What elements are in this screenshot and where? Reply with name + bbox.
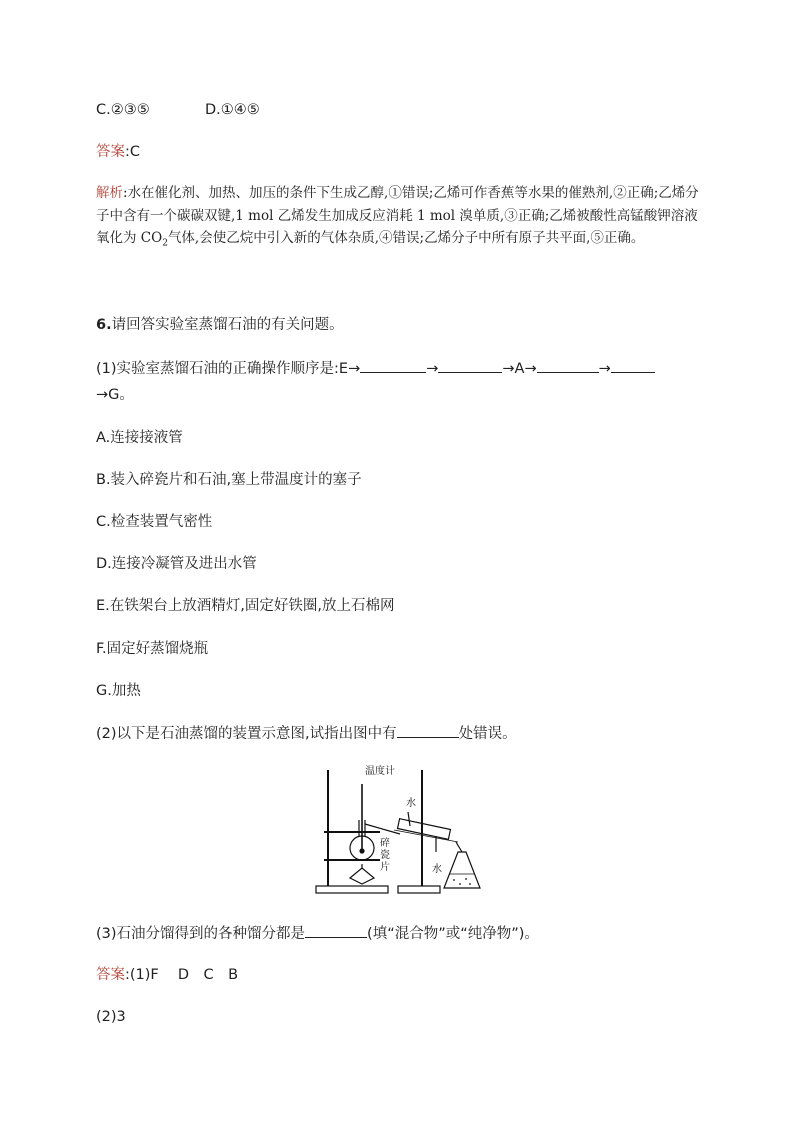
- blank-2[interactable]: [438, 358, 502, 373]
- analysis-subscript: 2: [162, 238, 168, 249]
- left-stand-base: [316, 886, 388, 893]
- part2-line: [96, 723, 517, 744]
- option-a: A.连接接液管: [96, 430, 183, 446]
- chips-label-1: 碎: [380, 838, 390, 849]
- part1-line: [96, 358, 655, 379]
- alcohol-lamp: [350, 868, 374, 884]
- part3-blank[interactable]: [305, 923, 367, 938]
- analysis-sep: :: [123, 185, 128, 201]
- analysis-label: 解析: [96, 185, 123, 201]
- blank-4[interactable]: [611, 358, 655, 373]
- analysis-paragraph: [96, 182, 702, 255]
- blank-3[interactable]: [537, 358, 599, 373]
- part2-suffix: 处错误。: [458, 726, 517, 742]
- part3-line: [96, 923, 539, 944]
- option-b: B.装入碎瓷片和石油,塞上带温度计的塞子: [96, 472, 362, 488]
- answer-label: 答案: [96, 144, 125, 160]
- chips-label-2: 瓷: [380, 850, 390, 861]
- part3-prefix: (3)石油分馏得到的各种馏分都是: [96, 926, 306, 942]
- question-6-stem: [96, 315, 344, 335]
- option-f-step: F.固定好蒸馏烧瓶: [96, 641, 209, 657]
- part2-prefix: (2)以下是石油蒸馏的装置示意图,试指出图中有: [96, 726, 397, 742]
- thermometer-label: 温度计: [365, 766, 395, 777]
- condenser: [398, 819, 451, 840]
- question-stem-text: 请回答实验室蒸馏石油的有关问题。: [111, 317, 344, 333]
- option-c-step: C.检查装置气密性: [96, 514, 213, 530]
- answer-line: [96, 142, 140, 162]
- question-number: 6.: [96, 317, 112, 333]
- receiving-flask: [444, 852, 480, 888]
- adapter: [456, 842, 462, 852]
- option-g-step: G.加热: [96, 683, 141, 699]
- option-c: C.②③⑤: [96, 102, 150, 118]
- part1-arrow-3: →: [598, 361, 611, 377]
- analysis-text-2: 气体,会使乙烷中引入新的气体杂质,④错误;乙烯分子中所有原子共平面,⑤正确。: [167, 230, 645, 246]
- part2-blank[interactable]: [397, 723, 459, 738]
- part1-arrow-1: →: [426, 361, 439, 377]
- answer-sep: :: [125, 144, 130, 160]
- water-in-tube: [408, 812, 410, 826]
- option-d: D.①④⑤: [204, 102, 260, 118]
- part1-prefix: (1)实验室蒸馏石油的正确操作顺序是:E→: [96, 361, 361, 377]
- answer2-line1: (1)F D C B: [129, 967, 239, 983]
- analysis-text-1: 水在催化剂、加热、加压的条件下生成乙醇,①错误;乙烯可作香蕉等水果的催熟剂,②正确;乙烯分子中含有一个碳碳双键,1 mol 乙烯发生加成反应消耗 1 mol 溴单质,③正确;乙烯被酸性高锰酸钾溶液氧化为 CO: [96, 185, 699, 246]
- part1-arrow-2: →A→: [502, 361, 537, 377]
- water-out-label: 水: [432, 864, 442, 875]
- answer2-line: [96, 965, 238, 985]
- right-stand-base: [398, 886, 440, 893]
- answer2-sep: :: [125, 967, 130, 983]
- part1-end: →G。: [96, 387, 134, 403]
- options-row: [96, 100, 260, 120]
- distillation-apparatus-diagram: [310, 760, 485, 900]
- blank-1[interactable]: [360, 358, 426, 373]
- chips-label-3: 片: [380, 862, 390, 873]
- option-d-step: D.连接冷凝管及进出水管: [96, 556, 257, 572]
- answer2-line2: (2)3: [96, 1009, 126, 1025]
- part3-suffix: (填“混合物”或“纯净物”)。: [367, 926, 539, 942]
- answer-value: C: [129, 144, 141, 160]
- option-e-step: E.在铁架台上放酒精灯,固定好铁圈,放上石棉网: [96, 598, 395, 614]
- water-in-label: 水: [406, 798, 416, 809]
- answer2-label: 答案: [96, 967, 125, 983]
